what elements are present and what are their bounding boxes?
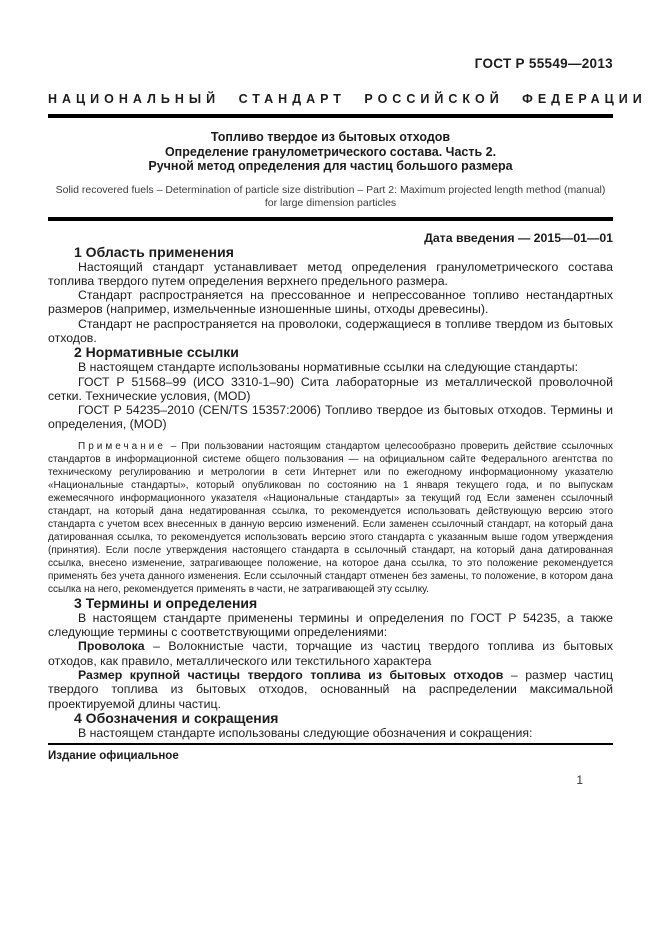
scope-paragraph: Настоящий стандарт устанавливает метод определения гранулометрического состава топлива твердого путем определения верхнего предельного размера.: [48, 259, 613, 288]
introduction-date: Дата введения — 2015—01—01: [424, 230, 613, 245]
section-heading-terms: 3 Термины и определения: [74, 594, 258, 611]
reference-item: ГОСТ Р 54235–2010 (CEN/TS 15357:2006) Топливо твердое из бытовых отходов. Термины и определения, (MOD): [48, 403, 613, 432]
national-standard-banner: НАЦИОНАЛЬНЫЙ СТАНДАРТ РОССИЙСКОЙ ФЕДЕРАЦИИ: [48, 92, 647, 106]
term-definition-text: – Волокнистые части, торчащие из частиц твердого топлива из бытовых отходов, как правило, металлического или текстильного характера: [48, 639, 613, 668]
term-definition-text: – размер частиц твердого топлива из бытовых отходов, основанный на распределении максимальной проектируемой длины частиц.: [48, 667, 613, 711]
designations-intro: В настоящем стандарте использованы следующие обозначения и сокращения:: [78, 725, 533, 740]
page-number: 1: [576, 773, 583, 788]
title-divider: [48, 217, 613, 221]
doc-number: ГОСТ Р 55549—2013: [474, 56, 613, 71]
title-line-1: Топливо твердое из бытовых отходов: [210, 130, 451, 144]
title-line-3: Ручной метод определения для частиц большого размера: [148, 159, 513, 173]
section-heading-normative-references: 2 Нормативные ссылки: [74, 344, 239, 361]
header-divider: [48, 114, 613, 118]
reference-item: ГОСТ Р 51568–99 (ИСО 3310-1–90) Сита лабораторные из металлической проволочной сетки. Технические условия, (MOD): [48, 374, 613, 403]
section-heading-designations: 4 Обозначения и сокращения: [74, 709, 279, 726]
term-name: Проволока: [78, 639, 145, 654]
section-heading-scope: 1 Область применения: [74, 243, 234, 260]
normative-note: [48, 440, 613, 596]
term-definition: [48, 639, 613, 668]
term-definition: [48, 668, 613, 711]
scope-paragraph: Стандарт не распространяется на проволоки, содержащиеся в топливе твердом из бытовых отходов.: [48, 316, 613, 345]
title-english: Solid recovered fuels – Determination of particle size distribution – Part 2: Maximum projected length method (manual) for large dimension particles: [55, 183, 606, 209]
term-name: Размер крупной частицы твердого топлива из бытовых отходов: [78, 667, 504, 682]
footer-divider: [48, 743, 613, 745]
official-edition-label: Издание официальное: [48, 750, 179, 763]
scope-paragraph: Стандарт распространяется на прессованное и непрессованное топливо нестандартных размеров (например, измельченные изношенные шины, отходы древесины).: [48, 288, 613, 317]
note-text: – При пользовании настоящим стандартом целесообразно проверить действие ссылочных стандартов в информационной системе общего пользования — на официальном сайте Федерального агентства по техническому регулированию и метрологии в сети Интернет или по ежегодному информационному указателю «Национальные стандарты», который опубликован по состоянию на 1 января текущего года, и по выпускам ежемесячного информационного указателя «Национальные стандарты» за текущий год Если заменен ссылочный стандарт, на который дана недатированная ссылка, то рекомендуется использовать действующую версию этого стандарта с учетом всех внесенных в данную версию изменений. Если заменен ссылочный стандарт, на который дана датированная ссылка, то рекомендуется использовать версию этого стандарта с указанным выше годом утверждения (принятия). Если после утверждения настоящего стандарта в ссылочный стандарт, на который дана датированная ссылка, внесено изменение, затрагивающее положение, на которое дана ссылка, то это положение рекомендуется применять без учета данного изменения. Если ссылочный стандарт отменен без замены, то положение, в котором дана ссылка на него, рекомендуется применять в части, не затрагивающей эту ссылку.: [48, 440, 613, 595]
title-line-2: Определение гранулометрического состава. Часть 2.: [164, 144, 497, 159]
references-intro: В настоящем стандарте использованы нормативные ссылки на следующие стандарты:: [78, 360, 578, 375]
note-label: Примечание: [78, 440, 166, 452]
title-russian: [48, 130, 613, 174]
terms-intro: В настоящем стандарте применены термины и определения по ГОСТ Р 54235, а также следующие термины с соответствующими определениями:: [48, 610, 613, 640]
